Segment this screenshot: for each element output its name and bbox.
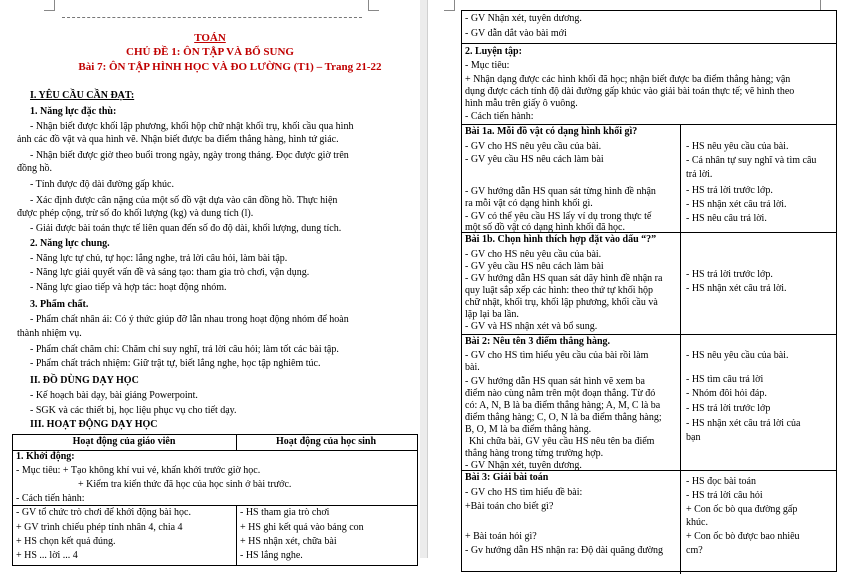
text-line: - GV yêu cầu HS nêu cách làm bài <box>465 154 604 165</box>
activity-heading: 2. Luyện tập: <box>465 46 522 57</box>
topic-title: CHỦ ĐỀ 1: ÔN TẬP VÀ BỔ SUNG <box>126 46 294 58</box>
text-line: + HS ... lời ... 4 <box>16 550 78 561</box>
text-line: một số đồ vật có dạng hình khối đã học. <box>465 222 625 233</box>
text-line: + Nhận dạng được các hình khối đã học; nhận biết được ba điểm thẳng hàng; vận <box>465 74 791 85</box>
exercise-heading: Bài 3: Giải bài toán <box>465 472 549 483</box>
text-line: - Cả nhân tự suy nghĩ và tìm câu <box>686 155 817 166</box>
text-line: - Mục tiêu: + Tạo không khí vui vẻ, khấn khởi trước giờ học. <box>16 465 261 476</box>
text-line: - GV có thể yêu cầu HS lấy ví dụ trong thực tế <box>465 211 652 222</box>
text-line: + HS chọn kết quả đúng. <box>16 536 116 547</box>
text-line: - Năng lực giao tiếp và hợp tác: hoạt động nhóm. <box>30 282 227 293</box>
text-line: + GV trình chiếu phép tính nhân 4, chia 4 <box>16 522 183 533</box>
text-line: - GV cho HS nêu yêu cầu của bài. <box>465 141 602 152</box>
exercise-heading: Bài 1b. Chọn hình thích hợp đặt vào dấu “?” <box>465 234 657 245</box>
exercise-heading: Bài 1a. Mỗi đồ vật có dạng hình khối gì? <box>465 126 638 137</box>
text-line: bài. <box>465 362 480 373</box>
text-line: - GV và HS nhận xét và bổ sung. <box>465 321 598 332</box>
text-line: + Kiểm tra kiến thức đã học của học sinh ở bài trước. <box>78 479 292 490</box>
text-line: - GV cho HS nêu yêu cầu của bài. <box>465 249 602 260</box>
subsection-heading: 1. Năng lực đặc thù: <box>30 106 117 117</box>
text-line: - Cách tiến hành: <box>16 493 85 504</box>
text-line: + Bài toán hỏi gì? <box>465 531 537 542</box>
text-line: - HS nhận xét câu trả lời. <box>686 199 787 210</box>
text-line: - Gv hướng dẫn HS nhận ra: Độ dài quãng đường <box>465 545 664 556</box>
text-line: - HS lắng nghe. <box>240 550 303 561</box>
text-line: ra mỗi vật có dạng hình khối gì. <box>465 198 593 209</box>
text-line: - Xác định được cân nặng của một số đồ vật dựa vào cân đồng hồ. Thực hiện <box>30 195 338 206</box>
activity-heading: 1. Khởi động: <box>16 451 75 462</box>
section-heading: I. YÊU CẦU CẦN ĐẠT: <box>30 90 135 101</box>
text-line: - HS trả lời trước lớp. <box>686 185 773 196</box>
text-line: - GV cho HS tìm hiểu yêu cầu của bài rồi làm <box>465 350 649 361</box>
text-line: +Bài toán cho biết gì? <box>465 501 554 512</box>
text-line: + Con ốc bò qua đường gấp <box>686 504 798 515</box>
text-line: lặp lại ba lần. <box>465 309 519 320</box>
text-line: thành nhiệm vụ. <box>17 328 82 339</box>
text-line: được phép cộng, trừ số đo khối lượng (kg) và dung tích (l). <box>17 208 254 219</box>
text-line: - GV hướng dẫn HS quan sát dãy hình đề nhận ra <box>465 273 663 284</box>
text-line: + HS ghi kết quả vào bảng con <box>240 522 364 533</box>
text-line: - GV yêu cầu HS nêu cách làm bài <box>465 261 604 272</box>
text-line: - HS nhận xét câu trả lời. <box>686 283 787 294</box>
text-line: điểm nào cùng nằm trên một đoạn thẳng. Từ đó <box>465 388 656 399</box>
text-line: - HS đọc bài toán <box>686 476 756 487</box>
text-line: - Phẩm chất nhân ái: Có ý thức giúp đỡ lẫn nhau trong hoạt động nhóm để hoàn <box>30 314 349 325</box>
text-line: - HS tìm câu trả lời <box>686 374 764 385</box>
text-line: - Kế hoạch bài dạy, bài giảng Powerpoint. <box>30 390 198 401</box>
text-line: chữ nhật, khối trụ, khối lập phương, khối cầu và <box>465 297 658 308</box>
text-line: Khi chữa bài, GV yêu cầu HS nêu tên ba điểm <box>469 436 655 447</box>
lesson-title: Bài 7: ÔN TẬP HÌNH HỌC VÀ ĐO LƯỜNG (T1) – Trang 21-22 <box>78 61 382 73</box>
text-line: - Năng lực giải quyết vấn đề và sáng tạo: tham gia trò chơi, vận dụng. <box>30 267 310 278</box>
text-line: ảnh các đồ vật và qua hình vẽ. Nhận biết được ba điểm thẳng hàng, hình tứ giác. <box>17 134 339 145</box>
section-heading: III. HOẠT ĐỘNG DẠY HỌC <box>30 419 158 430</box>
text-line: - Giải được bài toán thực tế liên quan đến số đo độ dài, khối lượng, dung tích. <box>30 223 342 234</box>
text-line: - HS tham gia trò chơi <box>240 507 330 518</box>
text-line: cm? <box>686 545 703 556</box>
page-gutter <box>420 0 427 558</box>
text-line: - GV tổ chức trò chơi để khởi động bài học. <box>16 507 191 518</box>
column-header-student: Hoạt động của học sinh <box>275 436 377 447</box>
text-line: - Phẩm chất trách nhiệm: Giữ trật tự, biết lắng nghe, học tập nghiêm túc. <box>30 358 321 369</box>
text-line: - GV Nhận xét, tuyên dương. <box>465 460 582 471</box>
text-line: - Năng lực tự chủ, tự học: lắng nghe, trả lời câu hỏi, làm bài tập. <box>30 253 288 264</box>
header-rule <box>62 17 362 18</box>
text-line: trả lời. <box>686 169 713 180</box>
text-line: + HS nhận xét, chữa bài <box>240 536 337 547</box>
text-line: - GV hướng dẫn HS quan sát hình vẽ xem ba <box>465 376 645 387</box>
text-line: dụng được cách tính độ dài đường gấp khúc vào giải bài toán thực tế; vẽ hình theo <box>465 86 795 97</box>
text-line: - HS nêu câu trả lời. <box>686 213 767 224</box>
text-line: - Cách tiến hành: <box>465 111 534 122</box>
text-line: B, O, M là ba điểm thẳng hàng. <box>465 424 592 435</box>
text-line: - Mục tiêu: <box>465 60 510 71</box>
text-line: khúc. <box>686 517 708 528</box>
text-line: - Tính được độ dài đường gấp khúc. <box>30 179 174 190</box>
section-heading: II. ĐỒ DÙNG DẠY HỌC <box>30 375 139 386</box>
text-line: bạn <box>686 432 701 443</box>
margin-marker <box>44 0 55 11</box>
text-line: - HS trả lời câu hỏi <box>686 490 763 501</box>
text-line: - GV dẫn dắt vào bài mới <box>465 28 567 39</box>
text-line: - GV hướng dẫn HS quan sát từng hình đề nhận <box>465 186 656 197</box>
text-line: - SGK và các thiết bị, học liệu phục vụ cho tiết dạy. <box>30 405 237 416</box>
left-page <box>0 0 420 561</box>
subsection-heading: 2. Năng lực chung. <box>30 238 110 249</box>
text-line: thẳng hàng trong từng trường hợp. <box>465 448 604 459</box>
text-line: - Nhận biết được khối lập phương, khối hộp chữ nhật khối trụ, khối cầu qua hình <box>30 121 354 132</box>
text-line: - HS trả lời trước lớp. <box>686 269 773 280</box>
text-line: - HS trả lời trước lớp <box>686 403 771 414</box>
margin-marker <box>368 0 379 11</box>
text-line: - GV Nhận xét, tuyên dương. <box>465 13 582 24</box>
text-line: hình mẫu trên giấy ô vuông. <box>465 98 578 109</box>
text-line: có: A, N, B là ba điểm thẳng hàng; A, M, C là ba <box>465 400 661 411</box>
text-line: điểm thẳng hàng; C, O, N là ba điểm thẳng hàng; <box>465 412 662 423</box>
text-line: - Nhận biết được giờ theo buổi trong ngày, ngày trong tháng. Đọc được giờ trên <box>30 150 349 161</box>
margin-marker <box>444 0 455 11</box>
text-line: đồng hồ. <box>17 163 52 174</box>
text-line: - HS nhận xét câu trả lời của <box>686 418 801 429</box>
subject-title: TOÁN <box>194 32 226 44</box>
text-line: - Nhóm đôi hỏi đáp. <box>686 388 767 399</box>
text-line: - HS nêu yêu cầu của bài. <box>686 350 789 361</box>
subsection-heading: 3. Phẩm chất. <box>30 299 89 310</box>
text-line: - GV cho HS tìm hiểu đề bài: <box>465 487 583 498</box>
text-line: - Phẩm chất chăm chỉ: Chăm chỉ suy nghĩ, trả lời câu hỏi; làm tốt các bài tập. <box>30 344 339 355</box>
exercise-heading: Bài 2: Nêu tên 3 điểm thẳng hàng. <box>465 336 611 347</box>
text-line: - HS nêu yêu cầu của bài. <box>686 141 789 152</box>
text-line: quy luật sắp xếp các hình: theo thứ tự khối hộp <box>465 285 654 296</box>
text-line: + Con ốc bò được bao nhiêu <box>686 531 800 542</box>
column-header-teacher: Hoạt động của giáo viên <box>72 436 176 447</box>
